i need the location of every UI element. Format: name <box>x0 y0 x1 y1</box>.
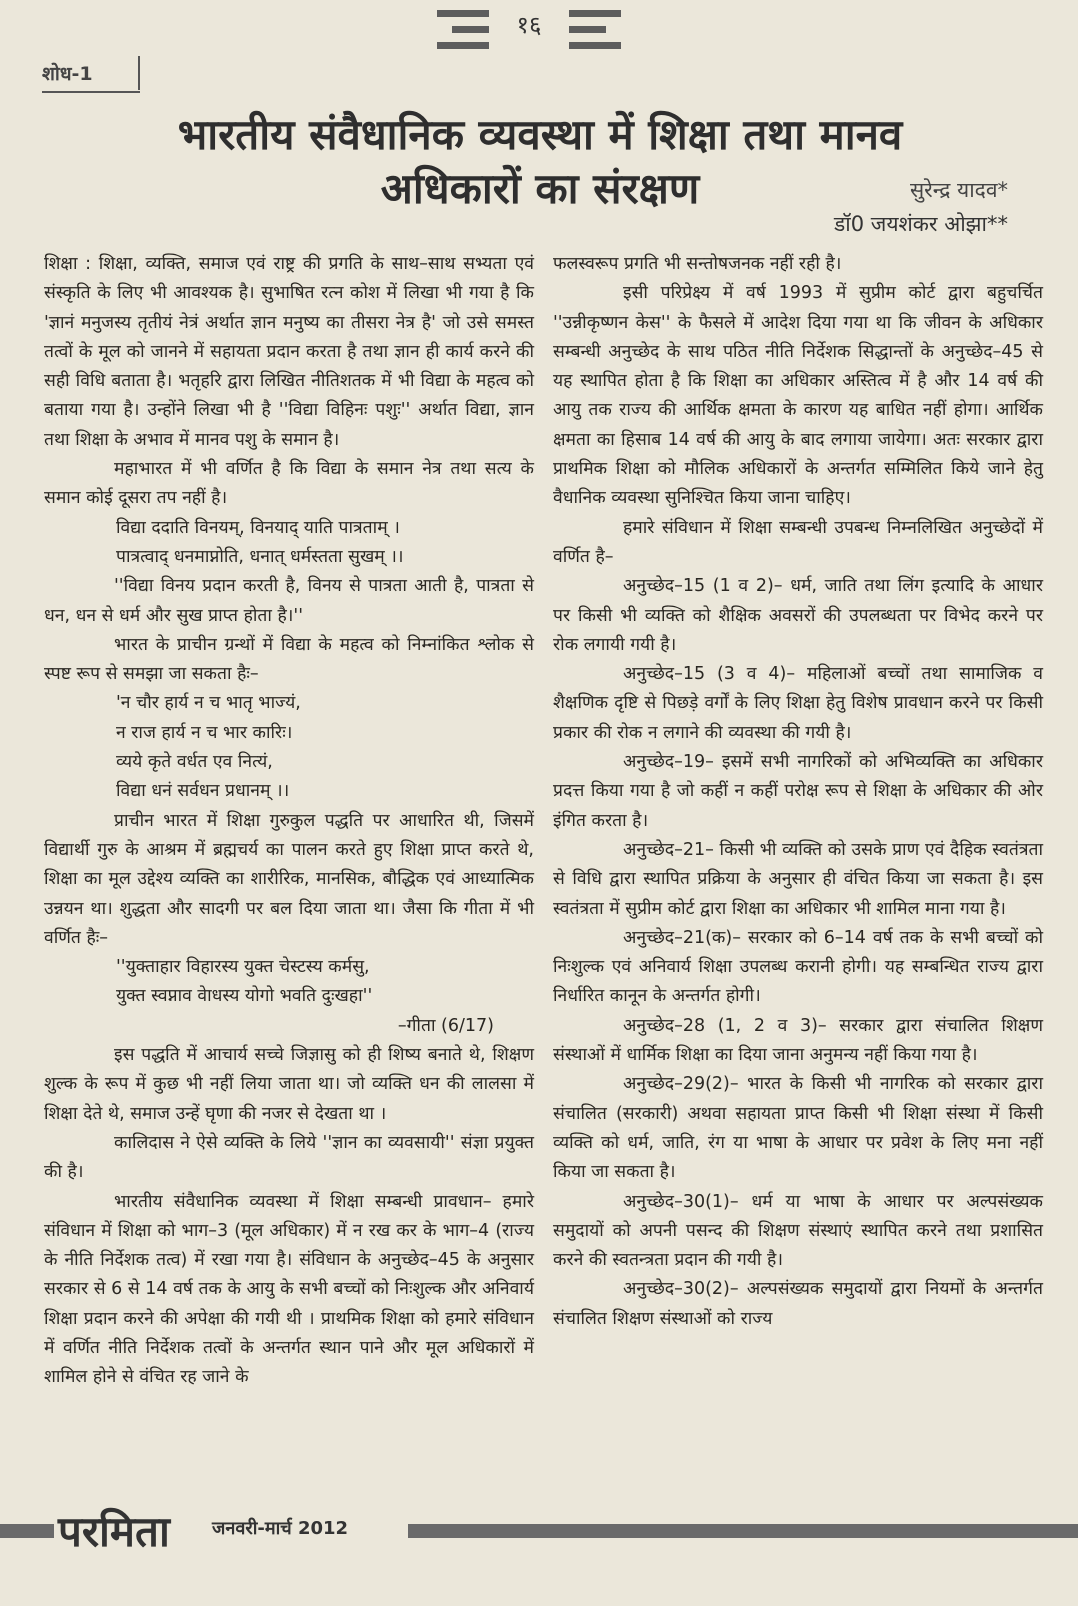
footer-rule-right <box>408 1524 1078 1538</box>
paragraph: ''विद्या विनय प्रदान करती है, विनय से पात्रता आती है, पात्रता से धन, धन से धर्म और सुख प्राप्त होता है।'' <box>44 576 534 626</box>
paragraph: व्यये कृते वर्धत एव नित्यं, <box>116 752 273 773</box>
issue-date: जनवरी-मार्च 2012 <box>212 1518 349 1539</box>
section-underline <box>42 91 140 93</box>
right-column <box>553 250 1043 1490</box>
paragraph: शिक्षा : शिक्षा, व्यक्ति, समाज एवं राष्ट्र की प्रगति के साथ–साथ सभ्यता एवं संस्कृति के लिए भी आवश्यक है। सुभाषित रत्न कोश में लिखा भी गया है कि 'ज्ञानं मनुजस्य तृतीयं नेत्रं अर्थात ज्ञान मनुष्य का तीसरा नेत्र है' जो उसे समस्त तत्वों के मूल को जानने में सहायता प्रदान करता है तथा ज्ञान ही कार्य करने की सही विधि बताता है। भतृहरि द्वारा लिखित नीतिशतक में भी विद्या के महत्व को बताया गया है। उन्होंने लिखा भी है ''विद्या विहिनः पशुः'' अर्थात विद्या, ज्ञान तथा शिक्षा के अभाव में मानव पशु के समान है। <box>44 254 534 450</box>
paragraph: इसी परिप्रेक्ष्य में वर्ष 1993 में सुप्रीम कोर्ट द्वारा बहुचर्चित ''उन्नीकृष्णन केस'' के फैसले में आदेश दिया गया था कि जीवन के अधिकार सम्बन्धी अनुच्छेद के साथ पठित नीति निर्देशक सिद्धान्तों के अनुच्छेद–45 से यह स्थापित होता है कि शिक्षा का अधिकार अस्तित्व में है और 14 वर्ष की आयु तक राज्य की आर्थिक क्षमता के कारण यह बाधित नहीं होगा। आर्थिक क्षमता का हिसाब 14 वर्ष की आयु के बाद लगाया जायेगा। अतः सरकार द्वारा प्राथमिक शिक्षा को मौलिक अधिकारों के अन्तर्गत सम्मिलित किये जाने हेतु वैधानिक व्यवस्था सुनिश्चित किया जाना चाहिए। <box>553 283 1043 509</box>
paragraph: इस पद्धति में आचार्य सच्चे जिज्ञासु को ही शिष्य बनाते थे, शिक्षण शुल्क के रूप में कुछ भी नहीं लिया जाता था। जो व्यक्ति धन की लालसा में शिक्षा देते थे, समाज उन्हें घृणा की नजर से देखता था । <box>44 1045 534 1124</box>
paragraph: अनुच्छेद–21– किसी भी व्यक्ति को उसके प्राण एवं दैहिक स्वतंत्रता से विधि द्वारा स्थापित प्रक्रिया के अनुसार ही वंचित किया जा सकता है। इस स्वतंत्रता में सुप्रीम कोर्ट द्वारा शिक्षा का अधिकार भी शामिल माना गया है। <box>553 839 1043 919</box>
title-line-2: अधिकारों का संरक्षण <box>380 164 700 213</box>
paragraph: कालिदास ने ऐसे व्यक्ति के लिये ''ज्ञान का व्यवसायी'' संज्ञा प्रयुक्त की है। <box>44 1132 534 1183</box>
journal-name: परमिता <box>58 1507 170 1556</box>
ornament-bar <box>569 26 606 33</box>
ornament-bar <box>437 10 489 17</box>
paragraph: अनुच्छेद–28 (1, 2 व 3)– सरकार द्वारा संचालित शिक्षण संस्थाओं में धार्मिक शिक्षा का दिया जाना अनुमन्य नहीं किया गया है। <box>553 1015 1043 1066</box>
paragraph: अनुच्छेद–30(2)– अल्पसंख्यक समुदायों द्वारा नियमों के अन्तर्गत संचालित शिक्षण संस्थाओं को राज्य <box>553 1279 1043 1329</box>
paragraph: भारतीय संवैधानिक व्यवस्था में शिक्षा सम्बन्धी प्रावधान– हमारे संविधान में शिक्षा को भाग–3 (मूल अधिकार) में न रख कर के भाग–4 (राज्य के नीति निर्देशक तत्व) में रखा गया है। संविधान के अनुच्छेद–45 के अनुसार सरकार से 6 से 14 वर्ष तक के आयु के सभी बच्चों को निःशुल्क और अनिवार्य शिक्षा प्रदान करने की अपेक्षा की गयी थी । प्राथमिक शिक्षा को हमारे संविधान में वर्णित नीति निर्देशक तत्वों के अन्तर्गत स्थान पाने और मूल अधिकारों में शामिल होने से वंचित रह जाने के <box>44 1191 534 1388</box>
paragraph: विद्या धनं सर्वधन प्रधानम् ।। <box>116 781 290 802</box>
paragraph: अनुच्छेद–29(2)– भारत के किसी भी नागरिक को सरकार द्वारा संचालित (सरकारी) अथवा सहायता प्राप्त किसी भी शिक्षा संस्था में किसी व्यक्ति को धर्म, जाति, रंग या भाषा के आधार पर प्रवेश के लिए मना नहीं किया जा सकता है। <box>553 1074 1043 1183</box>
paragraph: –गीता (6/17) <box>397 1015 494 1036</box>
page-number: १६ <box>516 11 542 39</box>
paragraph: हमारे संविधान में शिक्षा सम्बन्धी उपबन्ध निम्नलिखित अनुच्छेदों में वर्णित है– <box>553 517 1043 567</box>
author-secondary: डॉ0 जयशंकर ओझा** <box>834 212 1008 236</box>
paragraph: फलस्वरूप प्रगति भी सन्तोषजनक नहीं रही है। <box>553 254 842 274</box>
title-line-1: भारतीय संवैधानिक व्यवस्था में शिक्षा तथा मानव <box>177 110 903 159</box>
section-divider <box>138 56 140 90</box>
paragraph: अनुच्छेद–15 (1 व 2)– धर्म, जाति तथा लिंग इत्यादि के आधार पर किसी भी व्यक्ति को शैक्षिक अवसरों की उपलब्धता पर विभेद करने पर रोक लगायी गयी है। <box>553 576 1043 655</box>
section-label: शोध-1 <box>42 63 93 85</box>
paragraph: अनुच्छेद–19– इसमें सभी नागरिकों को अभिव्यक्ति का अधिकार प्रदत्त किया गया है जो कहीं न कहीं परोक्ष रूप से शिक्षा के अधिकार की ओर इंगित करता है। <box>553 752 1043 831</box>
paragraph: युक्त स्वप्नाव वेाधस्य योगो भवति दुःखहा'' <box>116 986 373 1007</box>
ornament-bar <box>569 42 621 49</box>
paragraph: पात्रत्वाद् धनमाप्नोति, धनात् धर्मस्तता सुखम् ।। <box>116 546 404 567</box>
paragraph: भारत के प्राचीन ग्रन्थों में विद्या के महत्व को निम्नांकित श्लोक से स्पष्ट रूप से समझा जा सकता हैः– <box>44 634 534 685</box>
ornament-bar <box>569 10 621 17</box>
paragraph: 'न चौर हार्य न च भातृ भाज्यं, <box>116 693 301 714</box>
paragraph: अनुच्छेद–30(1)– धर्म या भाषा के आधार पर अल्पसंख्यक समुदायों को अपनी पसन्द की शिक्षण संस्थाएं स्थापित करने तथा प्रशासित करने की स्वतन्त्रता प्रदान की गयी है। <box>553 1191 1043 1271</box>
footer-rule-left <box>0 1524 54 1538</box>
ornament-bar <box>452 26 489 33</box>
paragraph: न राज हार्य न च भार कारिः। <box>116 722 293 743</box>
left-column <box>44 250 534 1490</box>
paragraph: अनुच्छेद–15 (3 व 4)– महिलाओं बच्चों तथा सामाजिक व शैक्षणिक दृष्टि से पिछड़े वर्गों के लिए शिक्षा हेतु विशेष प्रावधान करने पर किसी प्रकार की रोक न लगाने की व्यवस्था की गयी है। <box>553 664 1043 743</box>
author-primary: सुरेन्द्र यादव* <box>909 178 1008 202</box>
article-title <box>40 108 1040 216</box>
ornament-bar <box>437 42 489 49</box>
paragraph: महाभारत में भी वर्णित है कि विद्या के समान नेत्र तथा सत्य के समान कोई दूसरा तप नहीं है। <box>44 459 534 509</box>
paragraph: अनुच्छेद–21(क)– सरकार को 6–14 वर्ष तक के सभी बच्चों को निःशुल्क एवं अनिवार्य शिक्षा उपलब्ध करानी होगी। यह सम्बन्धित राज्य द्वारा निर्धारित कानून के अन्तर्गत होगी। <box>553 927 1043 1007</box>
paragraph: प्राचीन भारत में शिक्षा गुरुकुल पद्धति पर आधारित थी, जिसमें विद्यार्थी गुरु के आश्रम में ब्रह्मचर्य का पालन करते हुए शिक्षा प्राप्त करते थे, शिक्षा का मूल उद्देश्य व्यक्ति का शारीरिक, मानसिक, बौद्धिक एवं आध्यात्मिक उन्नयन था। शुद्धता और सादगी पर बल दिया जाता था। जैसा कि गीता में भी वर्णित हैः– <box>44 810 534 948</box>
paragraph: विद्या ददाति विनयम्, विनयाद् याति पात्रताम् । <box>116 517 400 538</box>
paragraph: ''युक्ताहार विहारस्य युक्त चेस्टस्य कर्मसु, <box>116 957 370 978</box>
